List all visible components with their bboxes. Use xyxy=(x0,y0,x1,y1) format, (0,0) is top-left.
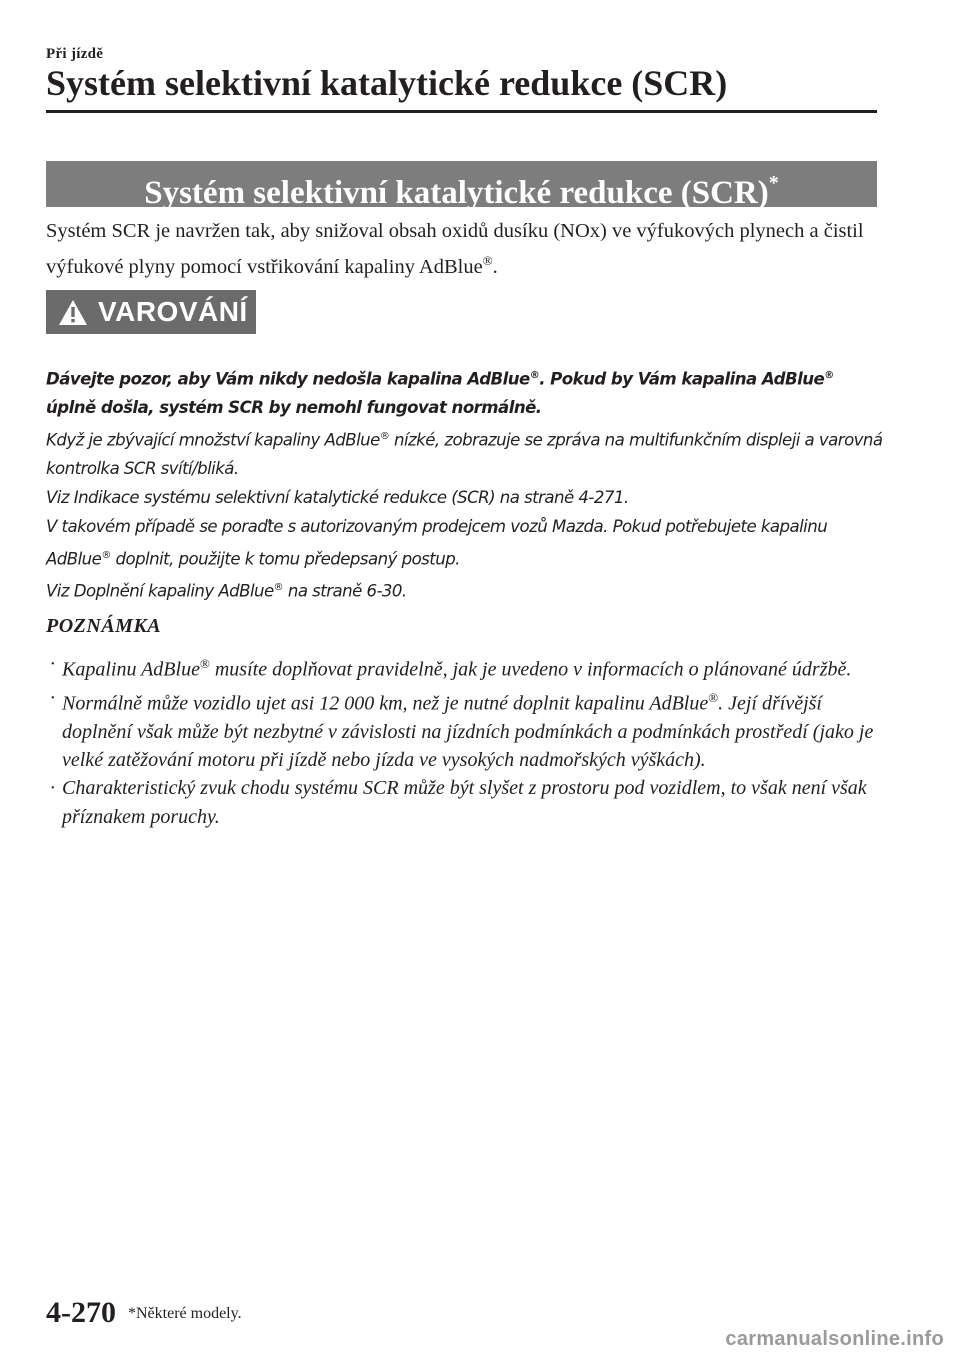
section-asterisk: * xyxy=(768,172,779,194)
warning-text: Dávejte pozor, aby Vám nikdy nedošla kapalina AdBlue xyxy=(46,369,530,389)
registered-mark: ® xyxy=(824,370,834,381)
note-section xyxy=(46,612,886,831)
watermark-link[interactable]: carmanualsonline.info xyxy=(725,1328,944,1350)
registered-mark: ® xyxy=(529,370,540,381)
note-item xyxy=(46,774,886,830)
warning-text: . Pokud by Vám kapalina AdBlue xyxy=(539,369,825,389)
warning-badge xyxy=(46,290,256,334)
registered-mark: ® xyxy=(199,656,210,672)
registered-mark: ® xyxy=(708,690,719,706)
intro-text: Systém SCR je navržen tak, aby snižoval obsah oxidů dusíku (NOx) ve výfukových plynech a čistil výfukové plyny pomocí vstřikování kapaliny AdBlue xyxy=(46,220,864,278)
warning-title: VAROVÁNÍ xyxy=(98,296,248,327)
intro-text-end: . xyxy=(492,255,498,278)
warning-triangle-icon xyxy=(58,299,88,331)
registered-mark: ® xyxy=(101,549,111,561)
section-title: Systém selektivní katalytické redukce (SCR) xyxy=(144,175,769,211)
note-text: Charakteristický zvuk chodu systému SCR může být slyšet z prostoru pod vozidlem, to však není však příznakem poruchy. xyxy=(62,777,867,828)
warning-text: V takovém případě se poraďte s autorizovaným prodejcem vozů Mazda. Pokud potřebujete kapalinu AdBlue xyxy=(46,517,828,569)
note-heading: POZNÁMKA xyxy=(46,615,162,637)
note-text: musíte doplňovat pravidelně, jak je uvedeno v informacích o plánované údržbě. xyxy=(209,658,852,681)
warning-text: Viz Doplnění kapaliny AdBlue xyxy=(46,581,274,601)
footnote: *Některé modely. xyxy=(128,1305,242,1322)
registered-mark: ® xyxy=(273,582,284,594)
breadcrumb: Při jízdě xyxy=(46,46,104,62)
page-title: Systém selektivní katalytické redukce (SCR) xyxy=(46,63,728,103)
note-item xyxy=(46,684,886,774)
warning-text: doplnit, použijte k tomu předepsaný postup. xyxy=(110,549,460,569)
note-item xyxy=(46,650,886,684)
warning-text: Když je zbývající množství kapaliny AdBlue xyxy=(46,430,380,450)
warning-text: na straně 6-30. xyxy=(283,581,407,601)
warning-paragraph xyxy=(46,362,886,423)
warning-paragraph xyxy=(46,574,886,606)
note-text: Kapalinu AdBlue xyxy=(62,658,200,681)
note-text: Normálně může vozidlo ujet asi 12 000 km, než je nutné doplnit kapalinu AdBlue xyxy=(62,692,709,715)
warning-text: nízké, zobrazuje se zpráva na multifunkčním displeji a varovná kontrolka SCR svítí/bliká. xyxy=(46,430,883,479)
page-number: 4-270 xyxy=(46,1296,116,1329)
note-text: . Její dřívější doplnění však může být nezbytné v závislosti na jízdních podmínkách a podmínkách prostředí (jako je velké zatěžování motoru při jízdě nebo jízda ve vysokých nadmořských výškách). xyxy=(62,692,874,772)
warning-paragraph: Viz Indikace systému selektivní katalytické redukce (SCR) na straně 4-271. xyxy=(46,488,629,508)
bullet: · xyxy=(50,653,55,676)
bullet: · xyxy=(50,687,55,710)
note-list xyxy=(46,650,886,831)
warning-text: úplně došla, systém SCR by nemohl fungovat normálně. xyxy=(46,398,542,418)
bullet: · xyxy=(50,777,55,800)
warning-body xyxy=(46,362,886,607)
warning-paragraph xyxy=(46,513,886,574)
title-divider xyxy=(46,110,877,113)
registered-mark: ® xyxy=(379,431,390,443)
registered-mark: ® xyxy=(482,253,493,268)
intro-paragraph xyxy=(46,216,886,282)
warning-paragraph xyxy=(46,423,886,484)
section-banner xyxy=(46,161,877,211)
